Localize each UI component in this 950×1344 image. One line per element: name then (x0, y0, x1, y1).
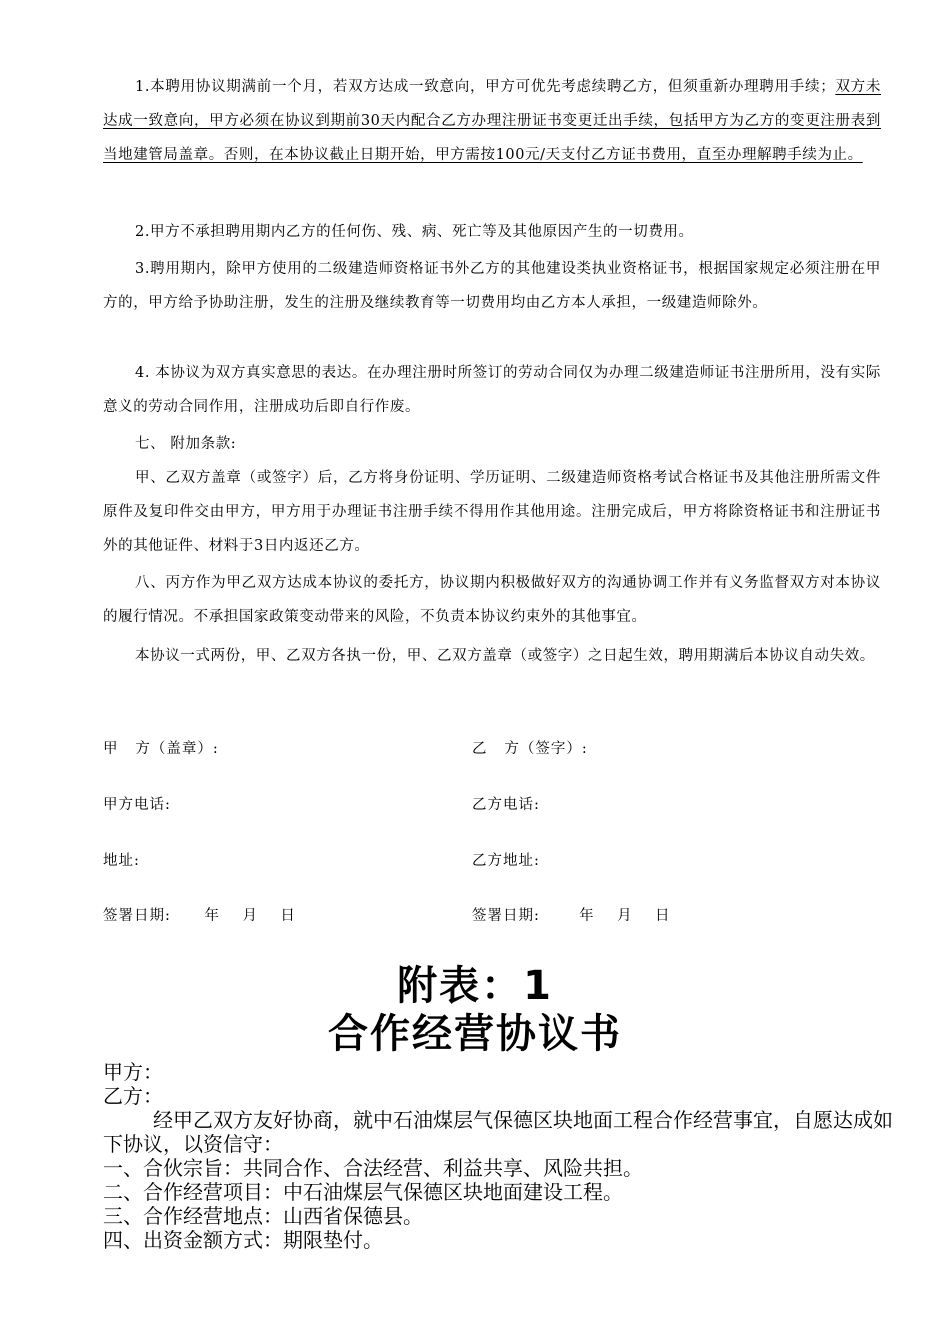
clause-3: 3.聘用期内，除甲方使用的二级建造师资格证书外乙方的其他建设类执业资格证书，根据国家规定必须注册在甲方的，甲方给予协助注册，发生的注册及继续教育等一切费用均由乙方本人承担，一级建造师除外。 (103, 261, 881, 311)
party-b-sign-label: 乙 方（签字）: (472, 741, 588, 757)
appendix-item-2: 二、合作经营项目：中石油煤层气保德区块地面建设工程。 (103, 1180, 623, 1204)
party-a-phone-label: 甲方电话: (103, 797, 171, 813)
party-a-seal-label: 甲 方（盖章）: (103, 741, 219, 757)
section-7-title: 七、 附加条款: (135, 436, 237, 452)
clause-1-text: 1.本聘用协议期满前一个月，若双方达成一致意向，甲方可优先考虑续聘乙方，但须重新办理聘用手续； (135, 79, 836, 95)
signature-row-address (103, 849, 881, 873)
appendix-subtitle: 合作经营协议书 (328, 1011, 622, 1057)
section-7-body: 甲、乙双方盖章（或签字）后，乙方将身份证明、学历证明、二级建造师资格考试合格证书及其他注册所需文件原件及复印件交由甲方，甲方用于办理证书注册手续不得用作其他用途。注册完成后，甲方将除资格证书和注册证书外的其他证件、材料于3日内返还乙方。 (103, 470, 881, 554)
party-b-phone-label: 乙方电话: (472, 797, 540, 813)
party-b-date-label: 签署日期: 年 月 日 (472, 908, 671, 924)
clause-4: 4. 本协议为双方真实意思的表达。在办理注册时所签订的劳动合同仅为办理二级建造师证书注册所用，没有实际意义的劳动合同作用，注册成功后即自行作废。 (103, 365, 881, 415)
appendix-party-a: 甲方： (103, 1060, 163, 1084)
section-8: 八、丙方作为甲乙双方达成本协议的委托方，协议期内积极做好双方的沟通协调工作并有义务监督双方对本协议的履行情况。不承担国家政策变动带来的风险，不负责本协议约束外的其他事宜。 (103, 575, 881, 625)
clause-2: 2.甲方不承担聘用期内乙方的任何伤、残、病、死亡等及其他原因产生的一切费用。 (135, 224, 694, 240)
party-a-address-label: 地址: (103, 853, 140, 869)
appendix-party-b: 乙方： (103, 1084, 163, 1108)
clause-1-underlined-text: 双方未达成一致意向，甲方必须在协议到期前30天内配合乙方办理注册证书变更迁出手续，包括甲方为乙方的变更注册表到当地建管局盖章。否则，在本协议截止日期开始，甲方需按100元/天支付乙方证书费用，直至办理解聘手续为止。 (103, 79, 881, 163)
party-a-date-label: 签署日期: 年 月 日 (103, 908, 296, 924)
signature-row-date (103, 904, 881, 928)
appendix-item-1: 一、合伙宗旨：共同合作、合法经营、利益共享、风险共担。 (103, 1156, 643, 1180)
closing-clause: 本协议一式两份，甲、乙双方各执一份，甲、乙双方盖章（或签字）之日起生效，聘用期满后本协议自动失效。 (135, 648, 875, 664)
signature-row-party (103, 737, 881, 761)
signature-row-phone (103, 793, 881, 817)
appendix-item-4: 四、出资金额方式：期限垫付。 (103, 1228, 383, 1252)
appendix-intro: 经甲乙双方友好协商，就中石油煤层气保德区块地面工程合作经营事宜，自愿达成如下协议，以资信守： (103, 1108, 893, 1156)
appendix-title: 附表：1 (397, 963, 553, 1009)
clause-1 (103, 70, 881, 172)
appendix-item-3: 三、合作经营地点：山西省保德县。 (103, 1204, 423, 1228)
party-b-address-label: 乙方地址: (472, 853, 540, 869)
